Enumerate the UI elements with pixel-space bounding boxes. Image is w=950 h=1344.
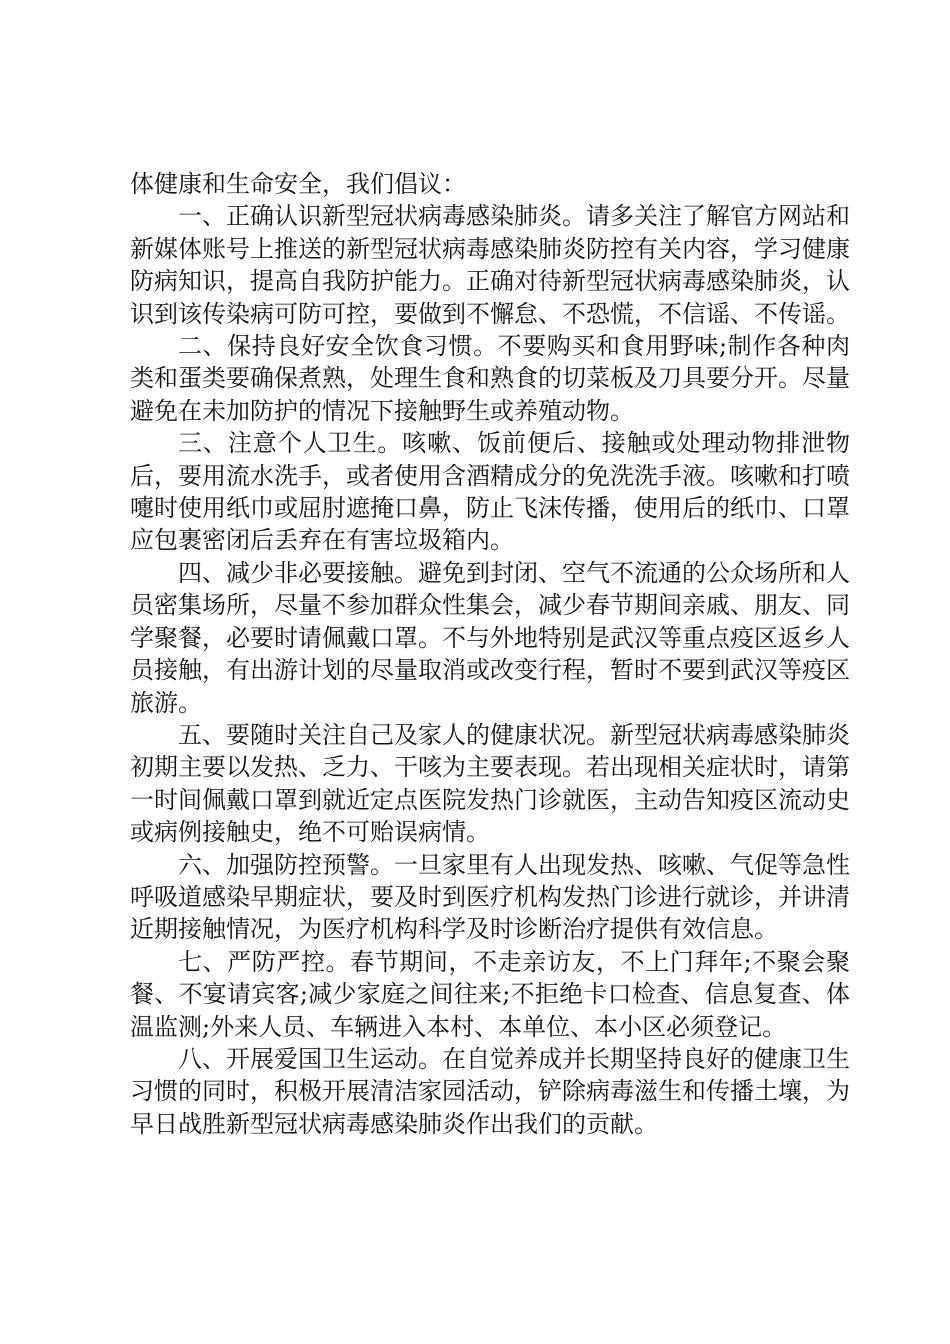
paragraph-4: 四、减少非必要接触。避免到封闭、空气不流通的公众场所和人员密集场所，尽量不参加群众性集会，减少春节期间亲戚、朋友、同学聚餐，必要时请佩戴口罩。不与外地特别是武汉等重点疫区返乡人员接触，有出游计划的尽量取消或改变行程，暂时不要到武汉等疫区旅游。 bbox=[130, 558, 850, 717]
paragraph-7: 七、严防严控。春节期间，不走亲访友，不上门拜年;不聚会聚餐、不宴请宾客;减少家庭之间往来;不拒绝卡口检查、信息复查、体温监测;外来人员、车辆进入本村、本单位、本小区必须登记。 bbox=[130, 947, 850, 1041]
paragraph-8: 八、开展爱国卫生运动。在自觉养成并长期坚持良好的健康卫生习惯的同时，积极开展清洁家园活动，铲除病毒滋生和传播土壤，为早日战胜新型冠状病毒感染肺炎作出我们的贡献。 bbox=[130, 1044, 850, 1138]
paragraph-1: 一、正确认识新型冠状病毒感染肺炎。请多关注了解官方网站和新媒体账号上推送的新型冠状病毒感染肺炎防控有关内容，学习健康防病知识，提高自我防护能力。正确对待新型冠状病毒感染肺炎，认识到该传染病可防可控，要做到不懈怠、不恐慌，不信谣、不传谣。 bbox=[130, 202, 850, 328]
paragraph-2: 二、保持良好安全饮食习惯。不要购买和食用野味;制作各种肉类和蛋类要确保煮熟，处理生食和熟食的切菜板及刀具要分开。尽量避免在未加防护的情况下接触野生或养殖动物。 bbox=[130, 332, 850, 425]
paragraph-5: 五、要随时关注自己及家人的健康状况。新型冠状病毒感染肺炎初期主要以发热、乏力、干咳为主要表现。若出现相关症状时，请第一时间佩戴口罩到就近定点医院发热门诊就医，主动告知疫区流动史或病例接触史，绝不可贻误病情。 bbox=[130, 720, 850, 847]
paragraph-3: 三、注意个人卫生。咳嗽、饭前便后、接触或处理动物排泄物后，要用流水洗手，或者使用含酒精成分的免洗洗手液。咳嗽和打喷嚏时使用纸巾或屈肘遮掩口鼻，防止飞沫传播，使用后的纸巾、口罩应包裹密闭后丢弃在有害垃圾箱内。 bbox=[130, 429, 850, 555]
paragraph-6: 六、加强防控预警。一旦家里有人出现发热、咳嗽、气促等急性呼吸道感染早期症状，要及时到医疗机构发热门诊进行就诊，并讲清近期接触情况，为医疗机构科学及时诊断治疗提供有效信息。 bbox=[130, 850, 850, 944]
intro-paragraph: 体健康和生命安全，我们倡议： bbox=[130, 170, 466, 198]
document-body bbox=[130, 168, 850, 1140]
